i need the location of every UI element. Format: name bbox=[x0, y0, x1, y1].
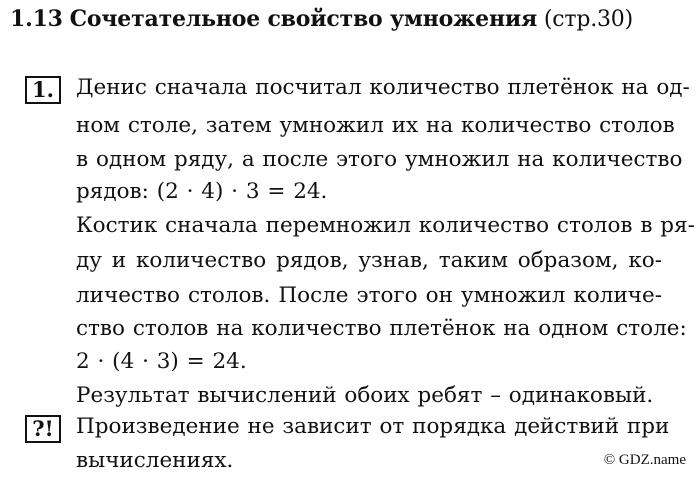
page-reference: (стр.30) bbox=[543, 7, 633, 32]
task-line: личество столов. После этого он умножил количе- bbox=[76, 283, 662, 308]
task-line: ду и количество рядов, узнав, таким образом, ко- bbox=[76, 248, 662, 273]
note-marker-box: ?! bbox=[25, 415, 61, 443]
note-line: вычислениях. bbox=[76, 448, 234, 473]
task-number-box: 1. bbox=[25, 76, 61, 104]
task-line: Результат вычислений обоих ребят – одинаковый. bbox=[76, 383, 654, 408]
task-line: ном столе, затем умножил их на количество столов bbox=[76, 113, 675, 138]
copyright-watermark: © GDZ.name bbox=[603, 452, 686, 468]
section-heading bbox=[10, 4, 633, 35]
task-line: рядов: (2 · 4) · 3 = 24. bbox=[76, 179, 328, 204]
task-line: 2 · (4 · 3) = 24. bbox=[76, 349, 247, 374]
task-line: Денис сначала посчитал количество плетёнок на од- bbox=[76, 75, 690, 100]
note-line: Произведение не зависит от порядка действий при bbox=[76, 414, 670, 439]
section-number: 1.13 bbox=[10, 6, 63, 32]
task-line: Костик сначала перемножил количество столов в ря- bbox=[76, 213, 695, 238]
task-line: в одном ряду, а после этого умножил на количество bbox=[76, 147, 683, 172]
task-line: ство столов на количество плетёнок на одном столе: bbox=[76, 316, 687, 341]
section-title: Сочетательное свойство умножения bbox=[69, 6, 538, 32]
